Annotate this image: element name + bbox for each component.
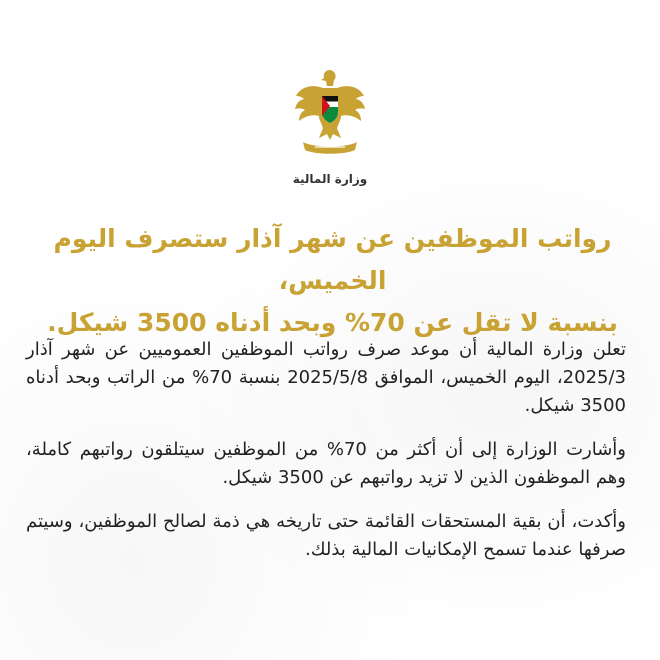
- body-paragraph-3: وأكدت، أن بقية المستحقات القائمة حتى تاريخه هي ذمة لصالح الموظفين، وسيتم صرفها عندما تسمح الإمكانيات المالية بذلك.: [26, 511, 626, 560]
- headline: [40, 218, 625, 344]
- palestine-eagle-emblem-icon: [293, 66, 367, 162]
- body-paragraph-1: تعلن وزارة المالية أن موعد صرف رواتب الموظفين العموميين عن شهر آذار 2025/3، اليوم الخميس، الموافق 2025/5/8 بنسبة 70% من الراتب وبحد أدناه 3500 شيكل.: [26, 339, 626, 416]
- headline-line-1: رواتب الموظفين عن شهر آذار ستصرف اليوم الخميس،: [53, 224, 612, 295]
- headline-line-2: بنسبة لا تقل عن 70% وبحد أدناه 3500 شيكل.: [47, 308, 618, 337]
- body-paragraph-2: وأشارت الوزارة إلى أن أكثر من 70% من الموظفين سيتلقون رواتبهم كاملة، وهم الموظفون الذين لا تزيد رواتبهم عن 3500 شيكل.: [26, 439, 626, 488]
- ministry-name: وزارة المالية: [292, 172, 368, 186]
- announcement-body: [26, 336, 626, 564]
